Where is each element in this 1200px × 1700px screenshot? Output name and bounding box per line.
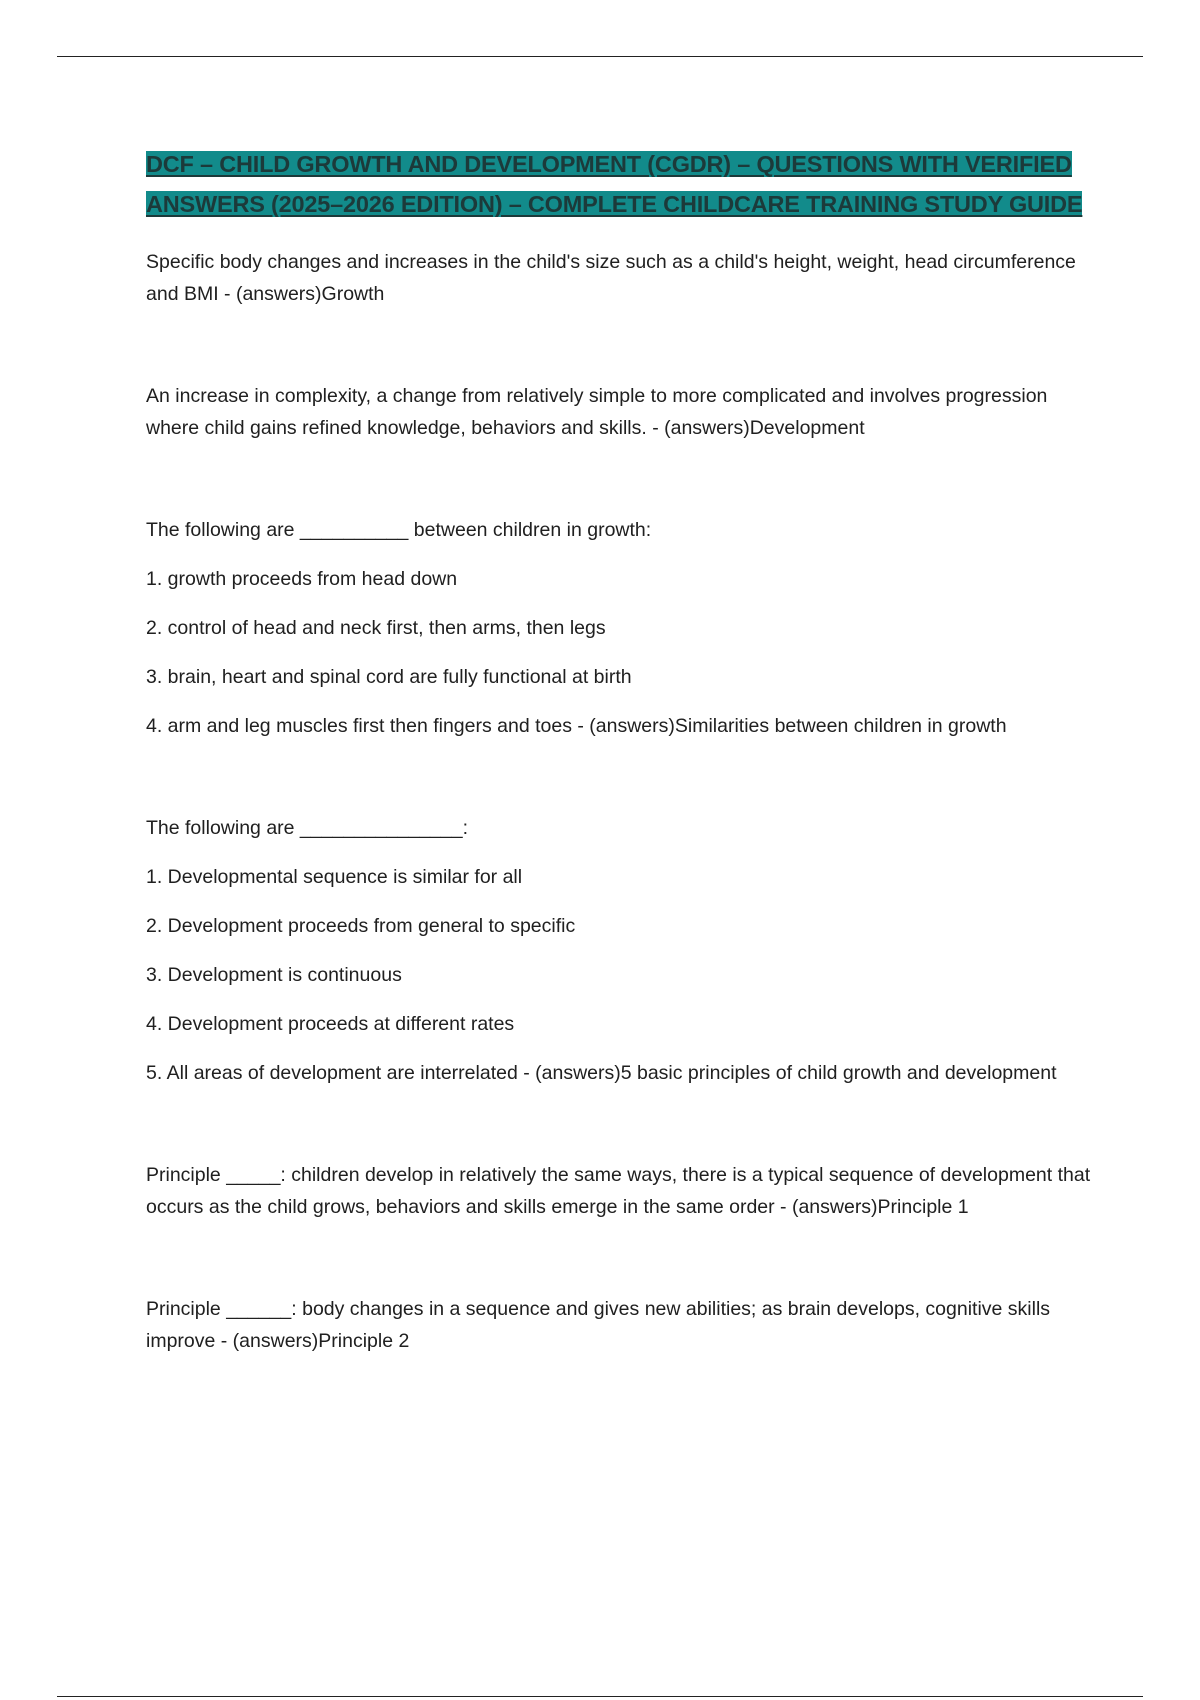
principles-intro: The following are _______________: [146, 817, 469, 839]
document-title [146, 144, 1096, 224]
list-item: 1. Developmental sequence is similar for all [146, 866, 523, 888]
principles-question [146, 812, 1096, 1089]
list-item: 5. All areas of development are interrelated - (answers)5 basic principles of child growth and development [146, 1062, 1057, 1084]
similarities-intro: The following are __________ between children in growth: [146, 519, 652, 541]
qa-principle-1: Principle _____: children develop in relatively the same ways, there is a typical sequence of development that occurs as the child grows, behaviors and skills emerge in the same order - (answers)Principle 1 [146, 1164, 1091, 1218]
list-item: 2. Development proceeds from general to specific [146, 915, 576, 937]
qa-development: An increase in complexity, a change from relatively simple to more complicated and involves progression where child gains refined knowledge, behaviors and skills. - (answers)Development [146, 385, 1048, 439]
list-item: 2. control of head and neck first, then arms, then legs [146, 617, 606, 639]
similarities-question [146, 514, 1096, 742]
list-item: 3. Development is continuous [146, 964, 402, 986]
list-item: 1. growth proceeds from head down [146, 568, 458, 590]
document-title-text: DCF – CHILD GROWTH AND DEVELOPMENT (CGDR) – QUESTIONS WITH VERIFIED ANSWERS (2025–2026 EDITION) – COMPLETE CHILDCARE TRAINING STUDY GUIDE [146, 151, 1083, 217]
page-top-rule [57, 56, 1143, 57]
qa-growth: Specific body changes and increases in the child's size such as a child's height, weight, head circumference and BMI - (answers)Growth [146, 251, 1076, 305]
document-body [146, 144, 1096, 1357]
qa-principle-2: Principle ______: body changes in a sequence and gives new abilities; as brain develops, cognitive skills improve - (answers)Principle 2 [146, 1298, 1051, 1352]
list-item: 4. arm and leg muscles first then fingers and toes - (answers)Similarities between children in growth [146, 715, 1007, 737]
list-item: 3. brain, heart and spinal cord are fully functional at birth [146, 666, 632, 688]
list-item: 4. Development proceeds at different rates [146, 1013, 515, 1035]
page-bottom-rule [57, 1696, 1143, 1697]
